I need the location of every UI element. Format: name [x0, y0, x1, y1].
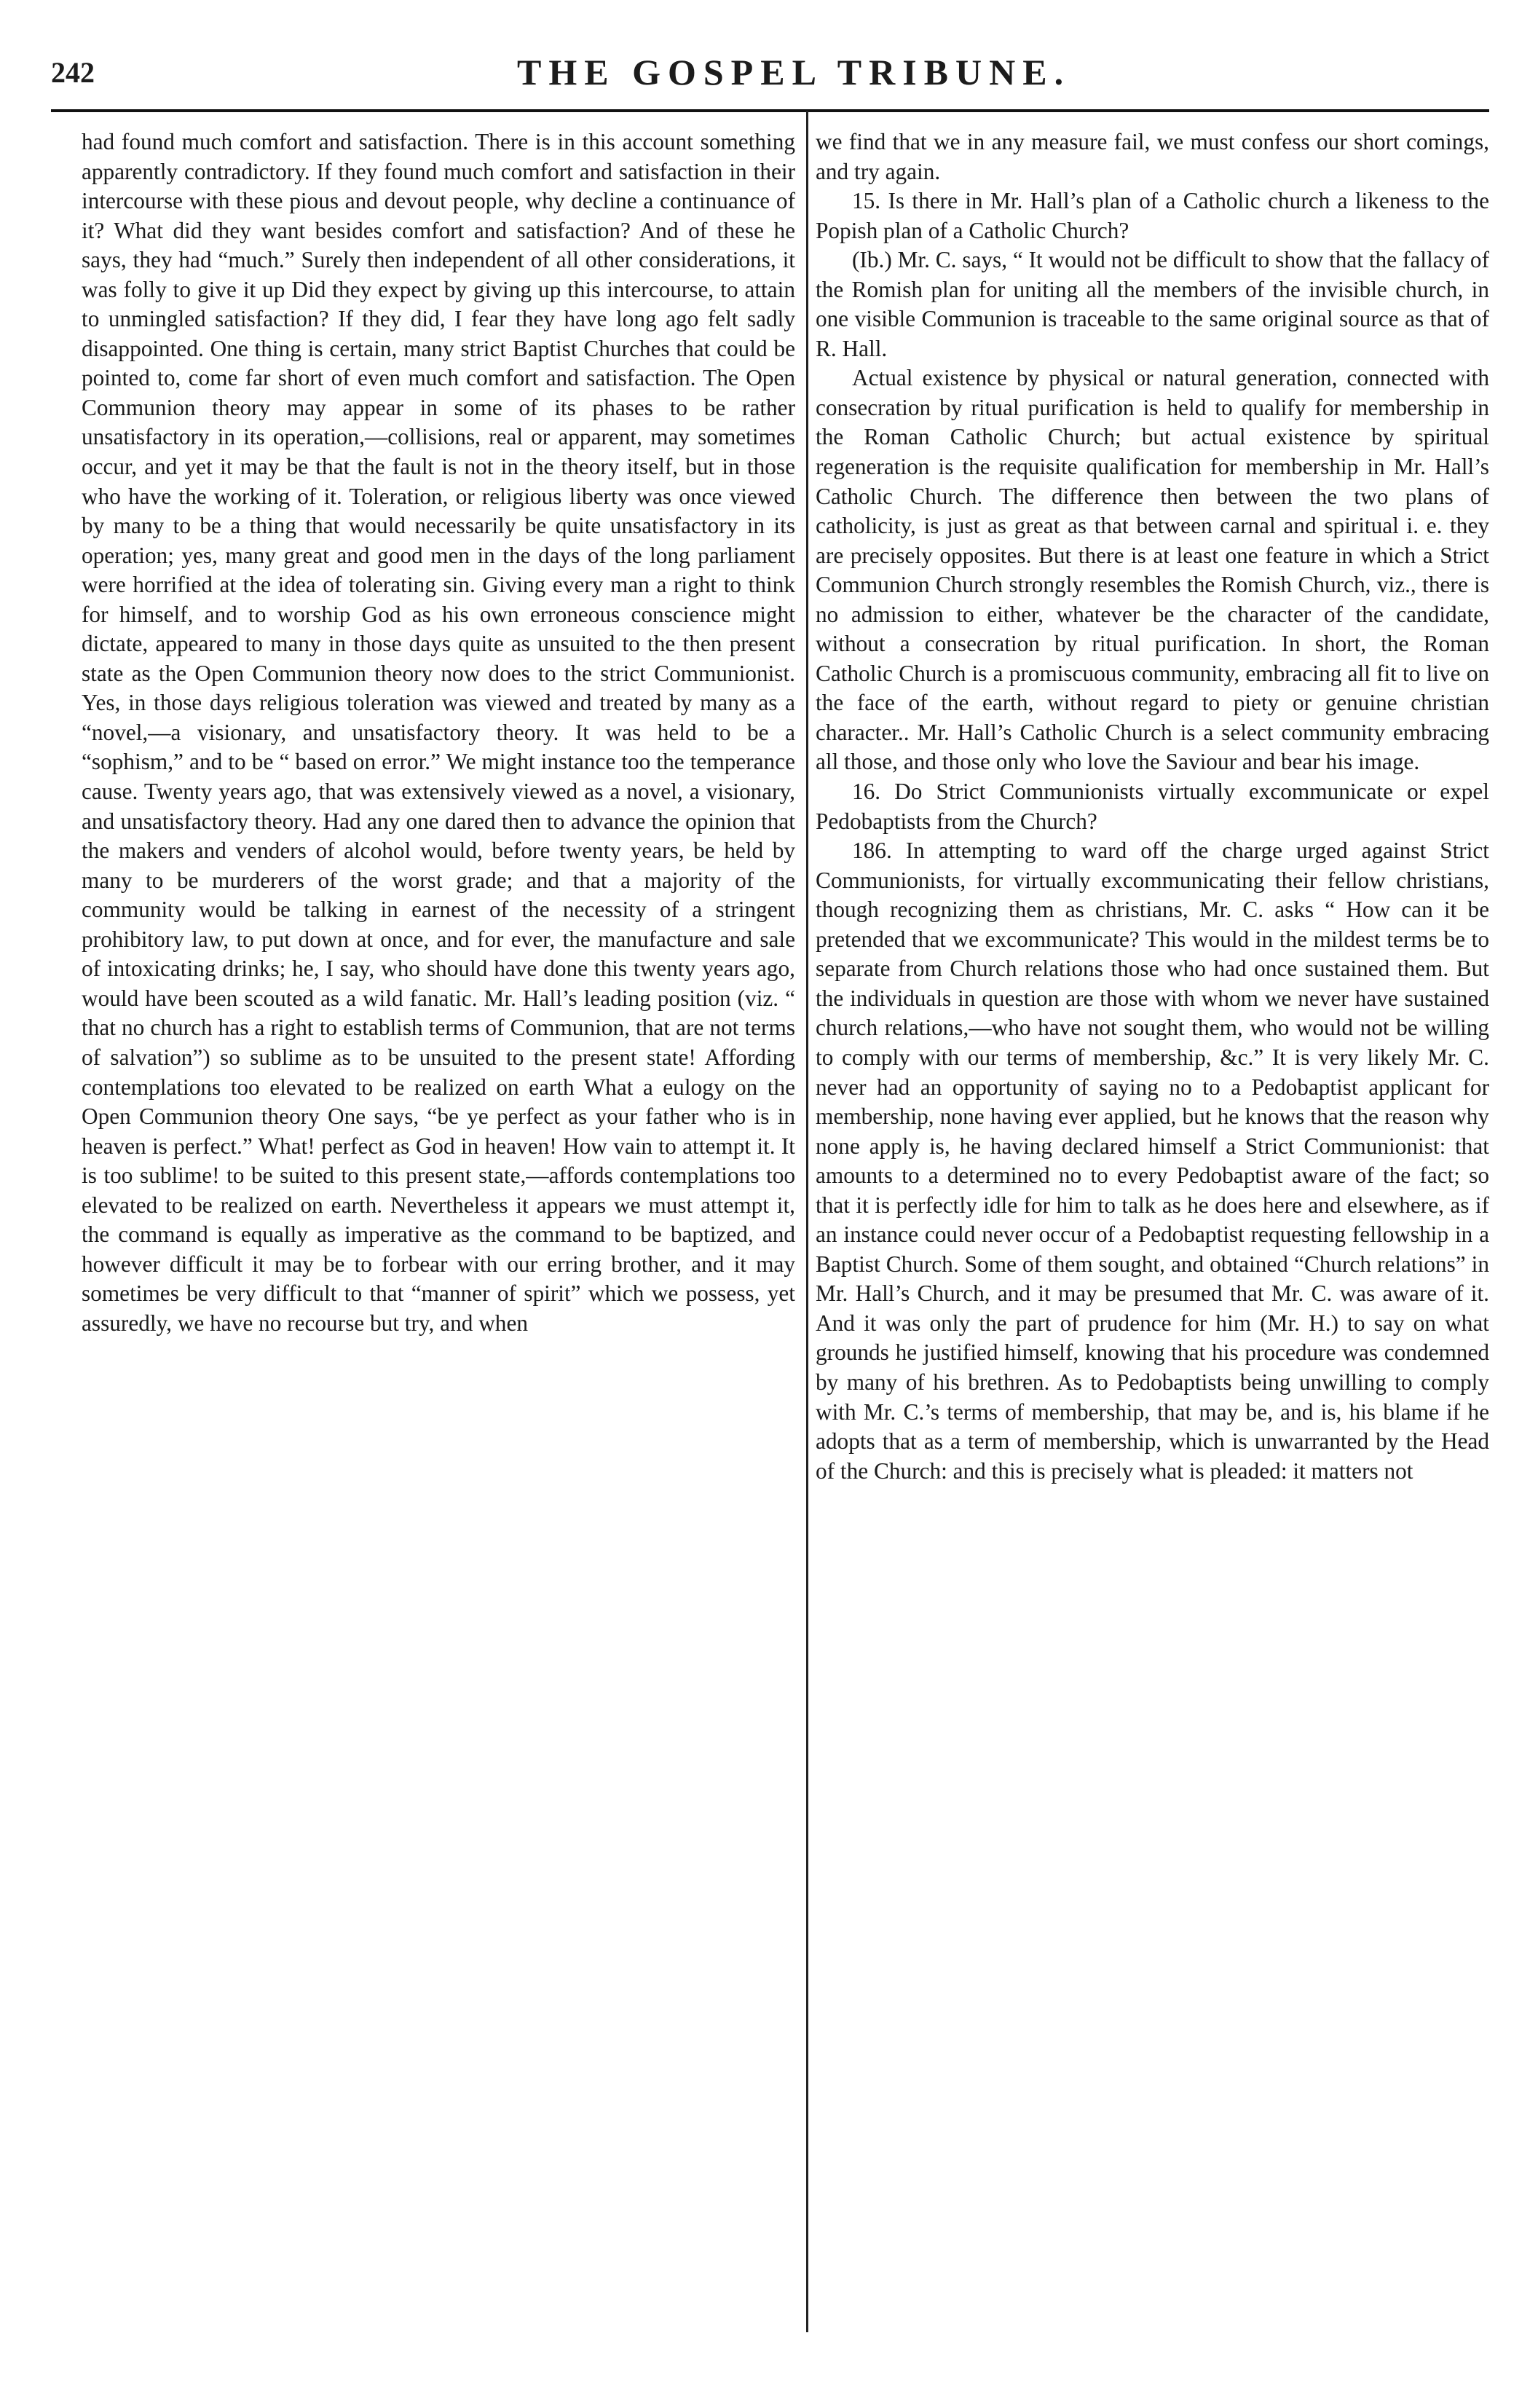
page-header — [51, 44, 1489, 112]
page-number: 242 — [51, 56, 95, 89]
paragraph: we find that we in any measure fail, we must confess our short comings, and try again. — [816, 129, 1489, 184]
paragraph: Actual existence by physical or natural generation, connected with consecration by ritual purification is held to qualify for membership in the Roman Catholic Church; but actual existence by spiritual regeneration is the requisite qualification for membership in Mr. Hall’s Catholic Church. The difference then between the two plans of catholicity, is just as great as that between carnal and spiritual i. e. they are precisely opposites. But there is at least one feature in which a Strict Communion Church strongly resembles the Romish Church, viz., there is no admission to either, whatever be the character of the candidate, without a consecration by ritual purification. In short, the Roman Catholic Church is a promiscuous community, embracing all fit to live on the face of the earth, without regard to piety or genuine christian character.. Mr. Hall’s Catholic Church is a select community embracing all those, and those only who love the Saviour and bear his image. — [816, 365, 1489, 775]
question-heading: 16. Do Strict Communionists virtually excommunicate or expel Pedobaptists from the Church? — [816, 779, 1489, 834]
paragraph: 186. In attempting to ward off the charge urged against Strict Communionists, for virtually excommunicating their fellow christians, though recognizing them as christians, Mr. C. asks “ How can it be pretended that we excommunicate? This would in the mildest terms be to separate from Church relations those who had once sustained them. But the individuals in question are those with whom we never have sustained church relations,—who have not sought them, who would not be willing to comply with our terms of membership, &c.” It is very likely Mr. C. never had an opportunity of saying no to a Pedobaptist applicant for membership, none having ever applied, but he knows that the reason why none apply is, he having declared himself a Strict Communionist: that amounts to a determined no to every Pedobaptist aware of the fact; so that it is perfectly idle for him to talk as he does here and elsewhere, as if an instance could never occur of a Pedobaptist requesting fellowship in a Baptist Church. Some of them sought, and obtained “Church relations” in Mr. Hall’s Church, and it may be presumed that Mr. C. was aware of it. And it was only the part of prudence for him (Mr. H.) to say on what grounds he justified himself, knowing that his procedure was condemned by many of his brethren. As to Pedobaptists being unwilling to comply with Mr. C.’s terms of membership, that may be, and is, his blame if he adopts that as a term of membership, which is unwarranted by the Head of the Church: and this is precisely what is pleaded: it matters not — [816, 838, 1489, 1484]
paragraph: (Ib.) Mr. C. says, “ It would not be difficult to show that the fallacy of the Romish plan for uniting all the members of the invisible church, in one visible Communion is traceable to the same original source as that of R. Hall. — [816, 247, 1489, 361]
running-title: THE GOSPEL TRIBUNE. — [517, 52, 1071, 93]
left-column — [82, 127, 795, 1338]
right-column — [816, 127, 1489, 1486]
paragraph: had found much comfort and satisfaction. There is in this account something apparently contradictory. If they found much comfort and satisfaction in their intercourse with these pious and devout people, why decline a continuance of it? What did they want besides comfort and satisfaction? And of these he says, they had “much.” Surely then independent of all other considerations, it was folly to give it up Did they expect by giving up this intercourse, to attain to unmingled satisfaction? If they did, I fear they have long ago felt sadly disappointed. One thing is certain, many strict Baptist Churches that could be pointed to, come far short of even much comfort and satisfaction. The Open Communion theory may appear in some of its phases to be rather unsatisfactory in its operation,—collisions, real or apparent, may sometimes occur, and yet it may be that the fault is not in the theory itself, but in those who have the working of it. Toleration, or religious liberty was once viewed by many to be a thing that would necessarily be quite unsatisfactory in its operation; yes, many great and good men in the days of the long parliament were horrified at the idea of tolerating sin. Giving every man a right to think for himself, and to worship God as his own erroneous conscience might dictate, appeared to many in those days quite as unsuited to the then present state as the Open Communion theory now does to the strict Communionist. Yes, in those days religious toleration was viewed and treated by many as a “novel,—a visionary, and unsatisfactory theory. It was held to be a “sophism,” and to be “ based on error.” We might instance too the temperance cause. Twenty years ago, that was extensively viewed as a novel, a visionary, and unsatisfactory theory. Had any one dared then to advance the opinion that the makers and venders of alcohol would, before twenty years, be held by many to be murderers of the worst grade; and that a majority of the community would be talking in earnest of the necessity of a stringent prohibitory law, to put down at once, and for ever, the manufacture and sale of intoxicating drinks; he, I say, who should have done this twenty years ago, would have been scouted as a wild fanatic. Mr. Hall’s leading position (viz. “ that no church has a right to establish terms of Communion, that are not terms of salvation”) so sublime as to be unsuited to the present state! Affording contemplations too elevated to be realized on earth What a eulogy on the Open Communion theory One says, “be ye perfect as your father who is in heaven is perfect.” What! perfect as God in heaven! How vain to attempt it. It is too sublime! to be suited to this present state,—affords contemplations too elevated to be realized on earth. Nevertheless it appears we must attempt it, the command is equally as imperative as the command to be baptized, and however difficult it may be to forbear with our erring brother, and it may sometimes be very difficult to that “manner of spirit” which we possess, yet assuredly, we have no recourse but try, and when — [82, 129, 795, 1336]
column-divider — [806, 111, 808, 2332]
question-heading: 15. Is there in Mr. Hall’s plan of a Catholic church a likeness to the Popish plan of a Catholic Church? — [816, 188, 1489, 243]
